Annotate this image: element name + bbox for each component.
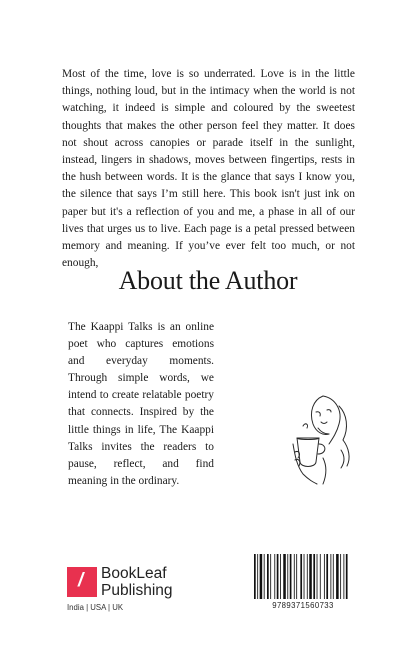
barcode-bar: [264, 554, 265, 599]
isbn-number: 9789371560733: [272, 601, 334, 610]
author-bio: The Kaappi Talks is an online poet who captures emotions and everyday moments. Through simple words, we intend to create relatable poetry that connects. Inspired by the little things in life, The Kaappi Talks invites the readers to pause, reflect, and find meaning in the ordinary.: [68, 321, 214, 487]
barcode-bar: [270, 554, 271, 599]
barcode-bar: [277, 554, 279, 599]
woman-with-coffee-cup-illustration: [283, 392, 358, 485]
barcode-bar: [290, 554, 292, 599]
back-cover-blurb: Most of the time, love is so underrated. Love is in the little things, nothing loud, but in the intimacy when the world is not watching, it indeed is simple and coloured by the sweetest thoughts that makes the other person feel they matter. It does not shout across canopies or parade itself in the sunlight, instead, lingers in shadows, moves between fingertips, rests in the hush between words. It is the glance that says I know you, the silence that says I’m still here. This book isn't just ink on paper but it's a reflection of you and me, a phase in all of our lives that urges us to live. Each page is a petal pressed between memory and meaning. If you’ve ever felt too much, or not enough,: [62, 68, 355, 270]
barcode-bar: [283, 554, 286, 599]
barcode-bar: [280, 554, 281, 599]
barcode-bar: [340, 554, 341, 599]
barcode-bar: [287, 554, 288, 599]
barcode-bar: [324, 554, 325, 599]
barcode-bar: [267, 554, 269, 599]
barcode-bar: [296, 554, 297, 599]
barcode-bar: [300, 554, 302, 599]
barcode-bar: [257, 554, 258, 599]
bookleaf-publishing-logo: [67, 565, 173, 615]
about-author-heading: About the Author: [118, 266, 298, 295]
logo-mark: [67, 567, 97, 597]
barcode-bar: [254, 554, 256, 599]
barcode-bar: [274, 554, 275, 599]
publisher-name-line1: BookLeaf: [101, 565, 167, 582]
publisher-name: [101, 565, 173, 599]
barcode-bar: [326, 554, 328, 599]
barcode-bar: [346, 554, 348, 599]
barcode-bar: [333, 554, 334, 599]
barcode-bar: [304, 554, 305, 599]
barcode-bar: [309, 554, 312, 599]
barcode-bar: [330, 554, 331, 599]
barcode-bar: [336, 554, 339, 599]
barcode-bar: [307, 554, 308, 599]
barcode-bar: [317, 554, 318, 599]
publisher-regions: India | USA | UK: [67, 603, 124, 612]
barcode-bar: [343, 554, 344, 599]
barcode-bar: [313, 554, 315, 599]
barcode-bar: [294, 554, 295, 599]
barcode-bar: [320, 554, 321, 599]
publisher-name-line2: Publishing: [101, 582, 173, 599]
logo-glyph: /: [78, 570, 84, 591]
barcode-bar: [260, 554, 263, 599]
